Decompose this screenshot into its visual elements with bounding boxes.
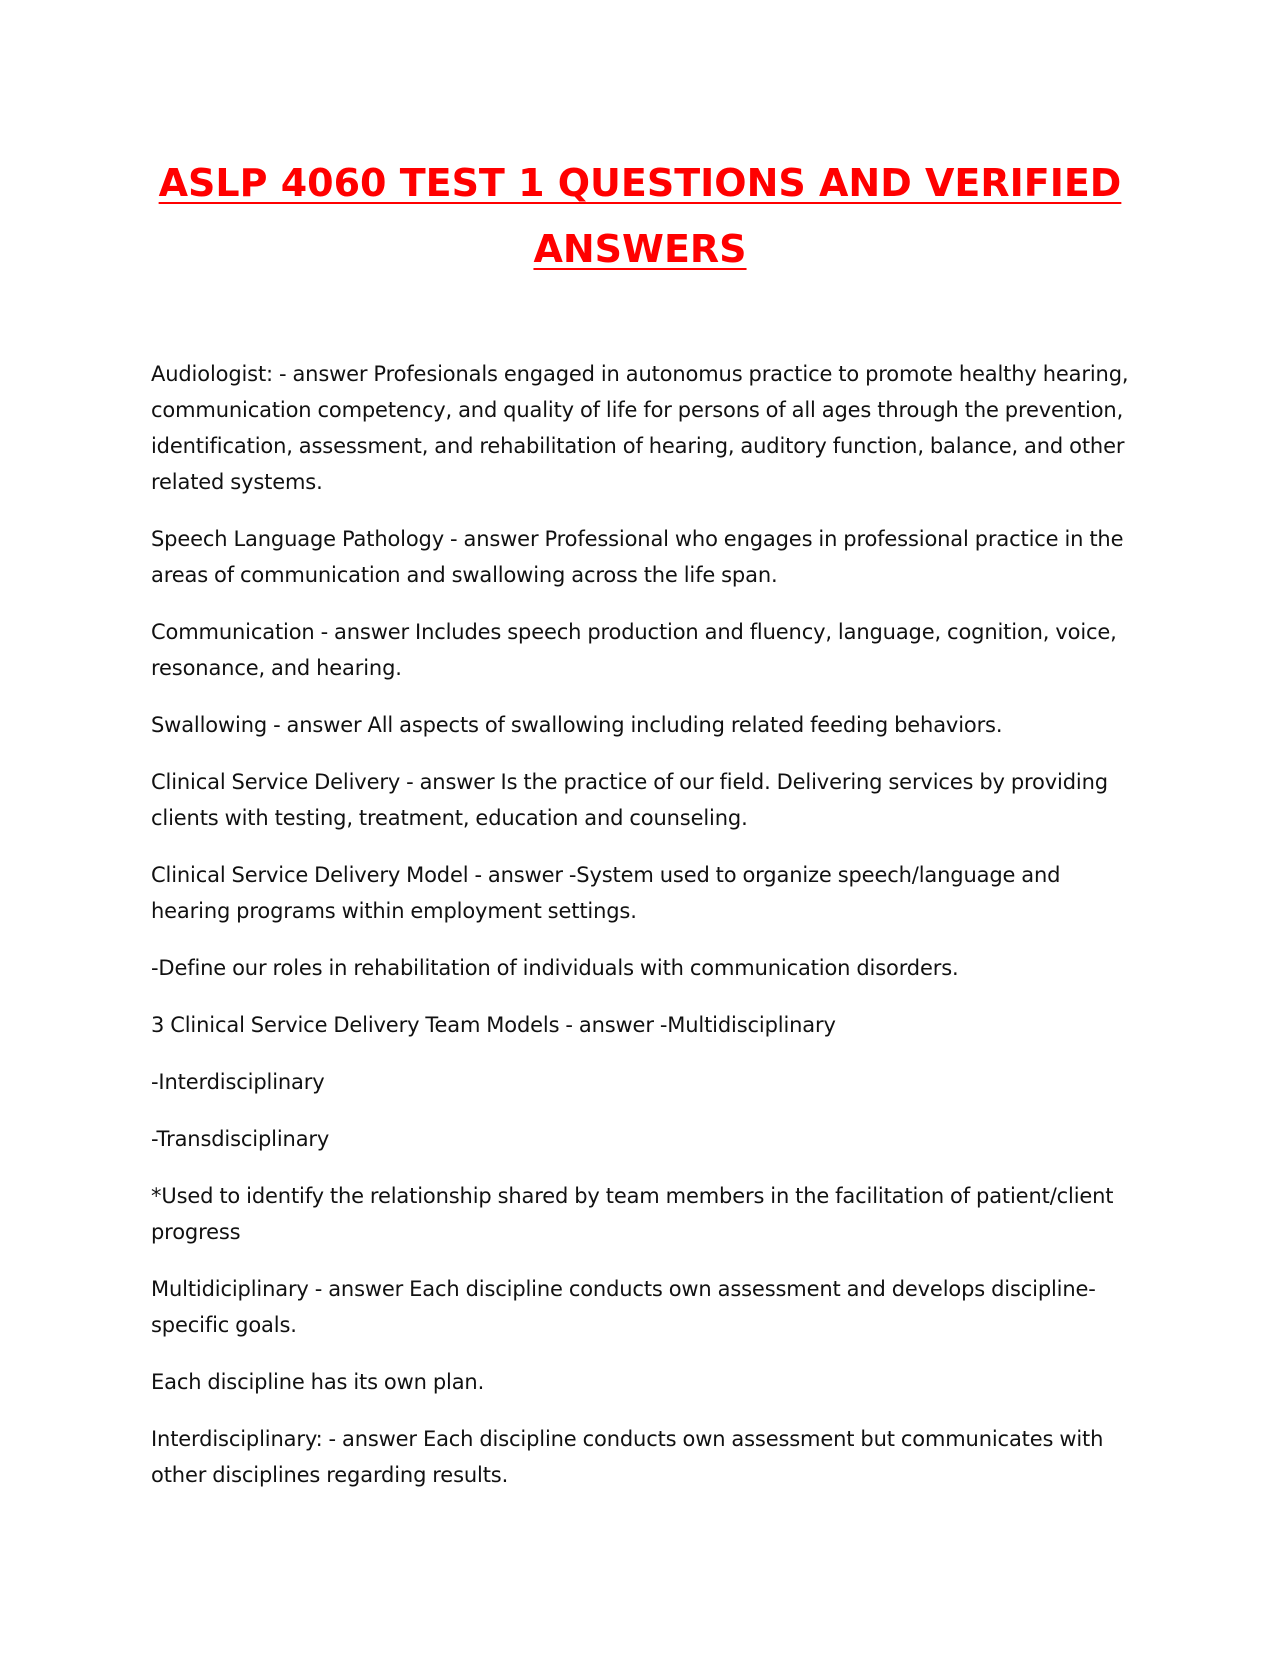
entry-speech-language-pathology: Speech Language Pathology - answer Professional who engages in professional practice in the areas of communication and swallowing across the life span. — [151, 527, 1124, 587]
entry-define-roles: -Define our roles in rehabilitation of individuals with communication disorders. — [151, 956, 959, 980]
entry-clinical-service-delivery-model: Clinical Service Delivery Model - answer -System used to organize speech/language and hearing programs within employment settings. — [151, 863, 1061, 923]
entry-own-plan: Each discipline has its own plan. — [151, 1370, 485, 1394]
entry-communication: Communication - answer Includes speech production and fluency, language, cognition, voice, resonance, and hearing. — [151, 620, 1117, 680]
entry-transdisciplinary-item: -Transdisciplinary — [151, 1127, 330, 1151]
entry-multidisciplinary: Multidiciplinary - answer Each discipline conducts own assessment and develops discipline-specific goals. — [151, 1277, 1096, 1337]
document-body — [151, 356, 1136, 1493]
entry-clinical-service-delivery: Clinical Service Delivery - answer Is the practice of our field. Delivering services by providing clients with testing, treatment, education and counseling. — [151, 770, 1108, 830]
entry-swallowing: Swallowing - answer All aspects of swallowing including related feeding behaviors. — [151, 713, 1003, 737]
entry-team-models-note: *Used to identify the relationship shared by team members in the facilitation of patient/client progress — [151, 1184, 1114, 1244]
entry-team-models: 3 Clinical Service Delivery Team Models - answer -Multidisciplinary — [151, 1013, 836, 1037]
document-title: ASLP 4060 TEST 1 QUESTIONS AND VERIFIED ANSWERS — [158, 161, 1122, 271]
entry-interdisciplinary: Interdisciplinary: - answer Each discipline conducts own assessment but communicates with other disciplines regarding results. — [151, 1427, 1104, 1487]
entry-interdisciplinary-item: -Interdisciplinary — [151, 1070, 325, 1094]
entry-audiologist: Audiologist: - answer Profesionals engaged in autonomus practice to promote healthy hearing, communication competency, and quality of life for persons of all ages through the prevention, identification, assessment, and rehabilitation of hearing, auditory function, balance, and other related systems. — [151, 362, 1129, 494]
